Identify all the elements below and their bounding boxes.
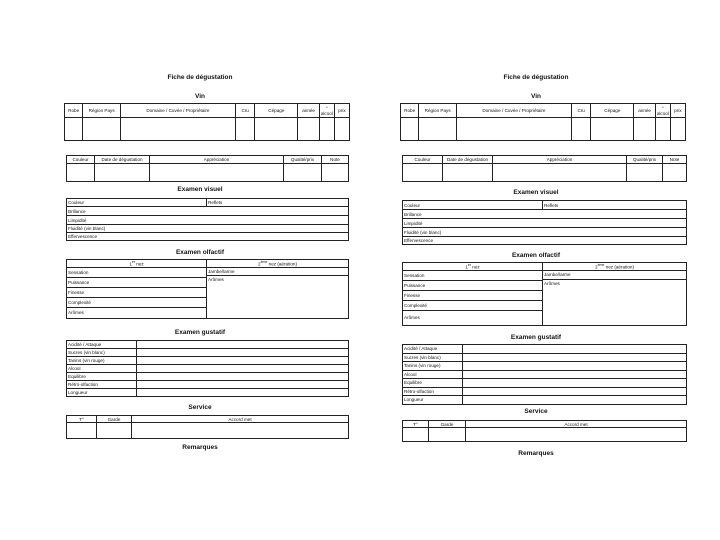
- row-reflets: Reflets: [543, 201, 687, 210]
- service-table: [66, 415, 349, 439]
- section-remarques-heading: Remarques: [182, 444, 218, 451]
- field-note[interactable]: [322, 164, 349, 182]
- row-finesse: Finesse: [403, 291, 542, 301]
- row-retro-olfaction: Rétro-olfaction: [67, 381, 137, 389]
- header-alcool: ° alcool: [656, 105, 669, 116]
- wine-info-table: [64, 103, 350, 141]
- appreciation-table: [66, 155, 349, 182]
- field-appreciation[interactable]: [150, 164, 284, 182]
- header-region-pays: Région Pays: [419, 104, 457, 118]
- row-alcool: Alcool: [403, 370, 463, 379]
- field-prix[interactable]: [670, 118, 685, 141]
- section-olfactif-heading: Examen olfactif: [511, 252, 561, 259]
- row-limpidite: Limpidité: [403, 219, 687, 228]
- field-couleur[interactable]: [403, 164, 443, 182]
- header-cepage: Cépage: [591, 104, 634, 118]
- section-vin-heading: Vin: [195, 93, 205, 100]
- olfactory-exam-table: [66, 259, 349, 319]
- field-qualite-prix[interactable]: [284, 164, 322, 182]
- row-retro-olfaction: Rétro-olfaction: [403, 387, 463, 396]
- field-sucres[interactable]: [137, 349, 349, 357]
- section-gustatif-heading: Examen gustatif: [510, 334, 562, 341]
- section-service-heading: Service: [188, 404, 212, 411]
- row-puissance: Puissance: [403, 281, 542, 291]
- field-cepage[interactable]: [591, 118, 634, 141]
- header-deuxieme-nez: 2ème nez (aération): [543, 263, 687, 271]
- field-date[interactable]: [443, 164, 493, 182]
- field-equilibre[interactable]: [137, 373, 349, 381]
- field-accord-met[interactable]: [466, 428, 687, 442]
- field-qualite-prix[interactable]: [627, 164, 663, 182]
- row-sucres: Sucres (vin blanc): [67, 349, 137, 357]
- visual-exam-table: [402, 200, 687, 245]
- row-tanins: Tanins (vin rouge): [67, 357, 137, 365]
- field-robe[interactable]: [65, 118, 83, 141]
- field-appreciation[interactable]: [493, 164, 627, 182]
- row-puissance: Puissance: [67, 278, 206, 288]
- row-complexite: Complexité: [68, 299, 91, 305]
- row-aromes-right: Arômes: [544, 280, 560, 286]
- field-domaine[interactable]: [456, 118, 571, 141]
- row-limpidite: Limpidité: [67, 216, 349, 225]
- field-robe[interactable]: [401, 118, 419, 141]
- sheet-title: Fiche de dégustation: [503, 74, 569, 81]
- row-acidite: Acidité / Attaque: [67, 341, 137, 349]
- row-equilibre: Equilibre: [67, 373, 137, 381]
- field-cru[interactable]: [571, 118, 590, 141]
- header-region-pays: Région Pays: [83, 104, 121, 118]
- header-robe: Robe: [401, 104, 419, 118]
- header-note: Note: [322, 156, 349, 164]
- tasting-sheet-left: [50, 0, 350, 540]
- header-deuxieme-nez: 2ème nez (aération): [207, 260, 349, 268]
- header-annee: année: [634, 104, 656, 118]
- header-accord-met: Accord met: [466, 421, 687, 428]
- header-garde: Garde: [97, 416, 132, 423]
- field-alcool-gustatif[interactable]: [463, 370, 687, 379]
- row-aromes-left: Arômes: [67, 307, 206, 318]
- tasting-sheet-right: [386, 0, 686, 540]
- row-sucres: Sucres (vin blanc): [403, 353, 463, 362]
- visual-exam-table: [66, 198, 349, 241]
- field-cru[interactable]: [235, 118, 254, 141]
- row-complexite: Complexité: [404, 302, 427, 308]
- row-brillance: Brillance: [403, 210, 687, 219]
- row-jambe-larme: Jambe/larme: [207, 268, 348, 276]
- row-fluidite: Fluidité (vin blanc): [67, 225, 349, 233]
- header-appreciation: Appréciation: [493, 156, 627, 164]
- olfactory-right-column: [543, 270, 687, 325]
- header-annee: année: [298, 104, 320, 118]
- header-alcool: ° alcool: [320, 105, 333, 116]
- field-temperature[interactable]: [67, 423, 97, 439]
- row-finesse: Finesse: [67, 288, 206, 298]
- header-appreciation: Appréciation: [150, 156, 284, 164]
- field-annee[interactable]: [634, 118, 656, 141]
- row-longueur: Longueur: [67, 389, 137, 397]
- field-sucres[interactable]: [463, 353, 687, 362]
- header-cru: Cru: [235, 104, 254, 118]
- section-remarques-heading: Remarques: [518, 450, 554, 457]
- section-vin-heading: Vin: [531, 93, 541, 100]
- header-date: Date de dégustation: [95, 156, 150, 164]
- header-accord-met: Accord met: [132, 416, 349, 423]
- header-qualite-prix: Qualité/prix: [627, 156, 663, 164]
- row-acidite: Acidité / Attaque: [403, 345, 463, 354]
- olfactory-left-column: [67, 267, 207, 318]
- section-gustatif-heading: Examen gustatif: [174, 329, 226, 336]
- field-note[interactable]: [663, 164, 687, 182]
- field-region[interactable]: [419, 118, 457, 141]
- row-effervescence: Effervescence: [403, 237, 687, 245]
- section-visuel-heading: Examen visuel: [513, 189, 559, 196]
- header-cru: Cru: [571, 104, 590, 118]
- taste-exam-table: [66, 340, 349, 397]
- header-date: Date de dégustation: [443, 156, 493, 164]
- olfactory-right-column: [207, 267, 349, 318]
- header-couleur: Couleur: [403, 156, 443, 164]
- sheet-title: Fiche de dégustation: [167, 74, 233, 81]
- field-cepage[interactable]: [255, 118, 298, 141]
- row-alcool: Alcool: [67, 365, 137, 373]
- wine-info-table: [400, 103, 686, 141]
- field-date[interactable]: [95, 164, 150, 182]
- header-temperature: T°: [403, 421, 429, 428]
- header-premier-nez: 1er nez: [67, 260, 207, 268]
- header-couleur: Couleur: [67, 156, 95, 164]
- field-retro-olfaction[interactable]: [463, 387, 687, 396]
- row-aromes-right: Arômes: [208, 276, 224, 282]
- header-robe: Robe: [65, 104, 83, 118]
- field-garde[interactable]: [429, 428, 466, 442]
- field-temperature[interactable]: [403, 428, 429, 442]
- section-olfactif-heading: Examen olfactif: [175, 249, 225, 256]
- header-premier-nez: 1er nez: [403, 263, 543, 271]
- row-brillance: Brillance: [67, 207, 349, 216]
- field-equilibre[interactable]: [463, 379, 687, 388]
- olfactory-exam-table: [402, 262, 687, 326]
- row-fluidite: Fluidité (vin blanc): [403, 228, 687, 237]
- field-longueur[interactable]: [463, 396, 687, 405]
- field-annee[interactable]: [298, 118, 320, 141]
- header-domaine: Domaine / Cuvée / Propriétaire: [120, 104, 235, 118]
- field-retro-olfaction[interactable]: [137, 381, 349, 389]
- row-jambe-larme: Jambe/larme: [543, 271, 686, 280]
- olfactory-left-column: [403, 270, 543, 325]
- row-effervescence: Effervescence: [67, 233, 349, 241]
- field-longueur[interactable]: [137, 389, 349, 397]
- header-note: Note: [663, 156, 687, 164]
- field-alcool-gustatif[interactable]: [137, 365, 349, 373]
- header-temperature: T°: [67, 416, 97, 423]
- field-acidite[interactable]: [463, 345, 687, 354]
- row-longueur: Longueur: [403, 396, 463, 405]
- row-couleur: Couleur: [403, 201, 543, 210]
- row-reflets: Reflets: [207, 199, 349, 207]
- section-service-heading: Service: [524, 408, 548, 415]
- field-couleur[interactable]: [67, 164, 95, 182]
- field-prix[interactable]: [334, 118, 349, 141]
- field-alcool[interactable]: [319, 118, 334, 141]
- header-qualite-prix: Qualité/prix: [284, 156, 322, 164]
- field-acidite[interactable]: [137, 341, 349, 349]
- row-sensation: Sensation: [403, 271, 542, 281]
- row-couleur: Couleur: [67, 199, 207, 207]
- field-domaine[interactable]: [120, 118, 235, 141]
- header-prix: prix: [334, 104, 349, 118]
- section-visuel-heading: Examen visuel: [177, 186, 223, 193]
- taste-exam-table: [402, 344, 687, 405]
- row-sensation: Sensation: [67, 268, 206, 278]
- field-region[interactable]: [83, 118, 121, 141]
- header-garde: Garde: [429, 421, 466, 428]
- header-prix: prix: [670, 104, 685, 118]
- header-domaine: Domaine / Cuvée / Propriétaire: [456, 104, 571, 118]
- field-tanins[interactable]: [137, 357, 349, 365]
- row-equilibre: Equilibre: [403, 379, 463, 388]
- row-aromes-left: Arômes: [403, 310, 542, 325]
- row-tanins: Tanins (vin rouge): [403, 362, 463, 371]
- service-table: [402, 420, 687, 442]
- field-garde[interactable]: [97, 423, 132, 439]
- header-cepage: Cépage: [255, 104, 298, 118]
- field-alcool[interactable]: [655, 118, 670, 141]
- appreciation-table: [402, 155, 687, 182]
- field-accord-met[interactable]: [132, 423, 349, 439]
- field-tanins[interactable]: [463, 362, 687, 371]
